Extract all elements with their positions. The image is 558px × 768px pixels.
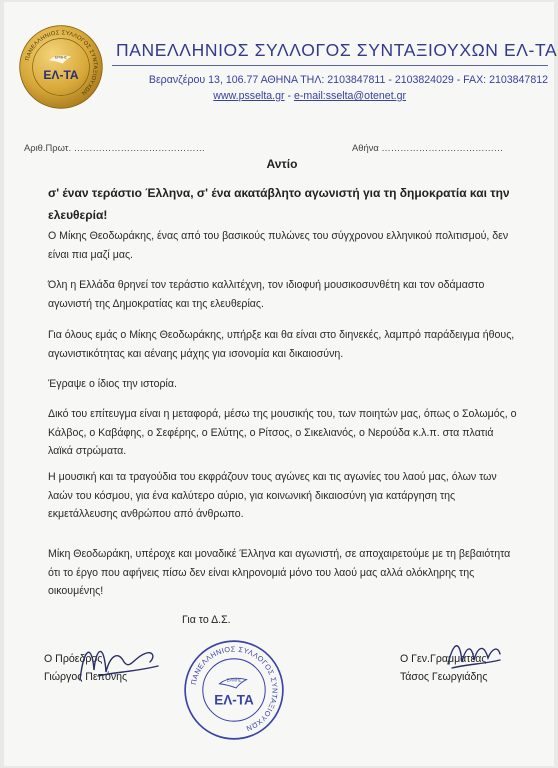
svg-text:ΠΑΝΕΛΛΗΝΙΟΣ ΣΥΛΛΟΓΟΣ ΣΥΝΤΑΞΙΟΥ: ΠΑΝΕΛΛΗΝΙΟΣ ΣΥΛΛΟΓΟΣ ΣΥΝΤΑΞΙΟΥΧΩΝ: [188, 644, 280, 734]
paragraph: Για όλους εμάς ο Μίκης Θεοδωράκης, υπήρξε και θα είναι στο διηνεκές, λαμπρό παράδειγμα ήθους, αγωνιστικότητας και αέναης μάχης για ισονομία και δικαιοσύνη.: [48, 329, 515, 360]
signer-role: Ο Πρόεδρος: [44, 653, 103, 665]
paragraph: Δικό του επίτευγμα είναι η μεταφορά, μέσω της μουσικής του, των ποιητών μας, όπως ο Σολωμός, ο Κάλβος, ο Καβάφης, ο Σεφέρης, ο Ελύτης, ο Ρίτσος, ο Σικελιανός, ο Νερούδα κ.λ.π. στα πλατιά λαϊκά στρώματα.: [48, 408, 517, 457]
paragraph: Η μουσική και τα τραγούδια του εκφράζουν τους αγώνες και τις αγωνίες του λαού μας, όλων των λαών του κόσμου, για ένα καλύτερο αύριο, για κοινωνική δικαιοσύνη για κατάργηση της εκμετάλλευσης ανθρώπου από άνθρωπο.: [48, 471, 497, 520]
website-link[interactable]: www.psselta.gr: [213, 90, 285, 102]
organization-stamp-icon: [182, 638, 286, 742]
svg-text:ΕΡΜΗΣ: ΕΡΜΗΣ: [54, 55, 68, 60]
city-date: Αθήνα …………………………………: [352, 142, 504, 153]
organization-title: ΠΑΝΕΛΛΗΝΙΟΣ ΣΥΛΛΟΓΟΣ ΣΥΝΤΑΞΙΟΥΧΩΝ ΕΛ-ΤΑ: [116, 40, 558, 60]
svg-text:ΕΛ-ΤΑ: ΕΛ-ΤΑ: [43, 68, 79, 83]
paragraph: Όλη η Ελλάδα θρηνεί τον τεράστιο καλλιτέχνη, τον ιδιοφυή μουσικοσυνθέτη και τον οδάμαστο αγωνιστή της Δημοκρατίας και της ελευθερίας.: [48, 279, 485, 310]
letter-subject: Αντίο: [266, 157, 298, 171]
paragraph: Μίκη Θεοδωράκη, υπέροχε και μοναδικέ Έλληνα και αγωνιστή, σε αποχαιρετούμε με τη βεβαιότητα ότι το έργο που αφήνεις πίσω δεν είναι κληρονομιά μόνο του λαού μας αλλά ολόκληρης της οικουμένης!: [48, 548, 511, 597]
svg-text:ΕΛ-ΤΑ: ΕΛ-ΤΑ: [214, 692, 254, 708]
header-divider: [112, 65, 548, 66]
organization-address: Βερανζέρου 13, 106.77 ΑΘΗΝΑ ΤΗΛ: 2103847811 - 2103824029 - FAX: 2103847812: [148, 74, 548, 86]
secretary-signature-icon: [444, 634, 504, 682]
svg-text:ΕΡΜΗΣ: ΕΡΜΗΣ: [226, 677, 242, 683]
reference-number: Αριθ.Πρωτ. ……………………………………: [24, 142, 205, 153]
signer-name: Γιώργος Πεπόνης: [44, 671, 128, 683]
paragraph: Ο Μίκης Θεοδωράκης, ένας από του βασικούς πυλώνες του σύγχρονου ελληνικού πολιτισμού, δεν είναι πια μαζί μας.: [48, 230, 509, 261]
letter-headline: σ' έναν τεράστιο Έλληνα, σ' ένα ακατάβλητο αγωνιστή για τη δημοκρατία και την ελευθερία!: [48, 186, 510, 222]
president-signature-icon: [74, 636, 164, 696]
signoff: Για το Δ.Σ.: [182, 614, 231, 626]
signer-name: Τάσος Γεωργιάδης: [400, 671, 488, 683]
paragraph: Έγραψε ο ίδιος την ιστορία.: [48, 378, 177, 390]
organization-contact: [116, 90, 406, 102]
svg-text:ΠΑΝΕΛΛΗΝΙΟΣ ΣΥΛΛΟΓΟΣ ΣΥΝΤΑΞΙΟΥ: ΠΑΝΕΛΛΗΝΙΟΣ ΣΥΛΛΟΓΟΣ ΣΥΝΤΑΞΙΟΥΧΩΝ: [24, 30, 98, 96]
letter-page: [4, 2, 558, 766]
contact-separator: -: [284, 90, 294, 102]
signer-role: Ο Γεν.Γραμματέας: [400, 653, 487, 665]
email-link[interactable]: e-mail:sselta@otenet.gr: [293, 90, 406, 102]
organization-logo-icon: [18, 24, 104, 110]
